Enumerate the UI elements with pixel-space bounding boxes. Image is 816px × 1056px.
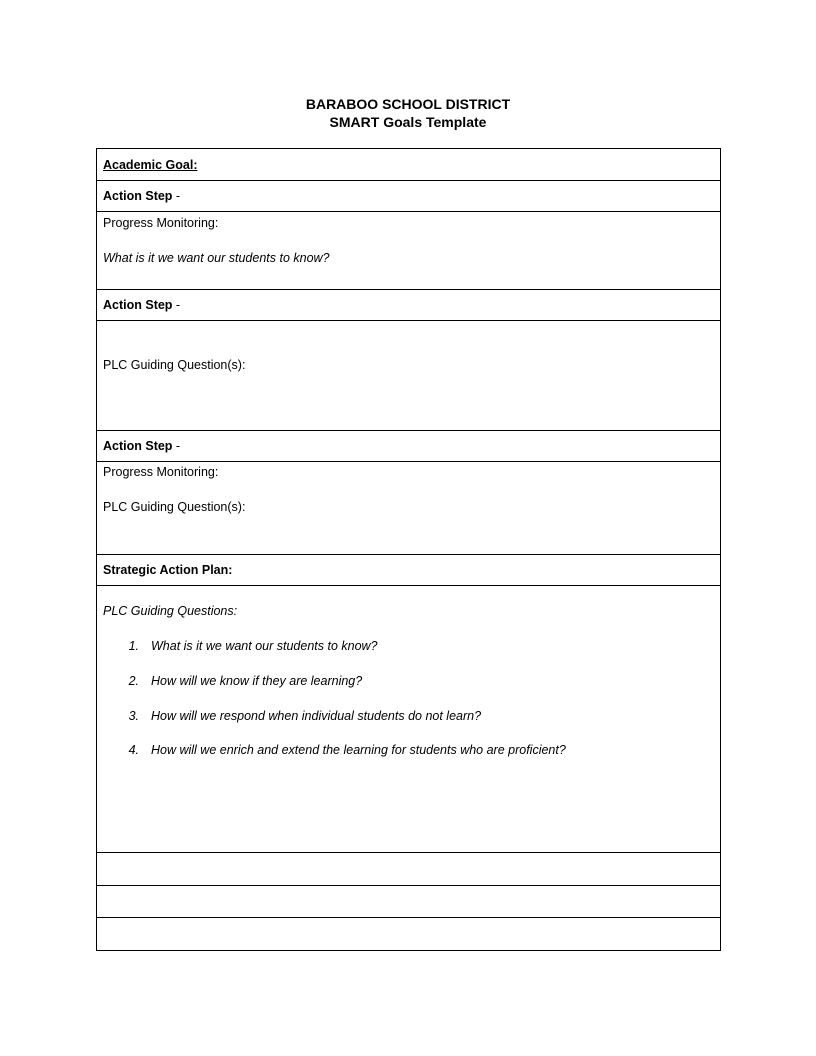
plc-question-number: 1. (128, 639, 139, 653)
action-step-3-body (97, 462, 720, 555)
plc-questions-heading: PLC Guiding Questions: (103, 604, 238, 618)
empty-row-2 (97, 886, 720, 918)
plc-question-number: 3. (128, 709, 139, 723)
strategic-plan-body (97, 586, 720, 853)
plc-question-text: How will we know if they are learning? (151, 674, 363, 688)
action-step-2-label: Action Step (103, 298, 173, 312)
document-subtitle: SMART Goals Template (329, 114, 487, 130)
step3-plc-guiding: PLC Guiding Question(s): (103, 500, 246, 514)
action-step-1-dash: - (172, 189, 181, 203)
step1-question: What is it we want our students to know? (103, 251, 330, 265)
plc-question-text: What is it we want our students to know? (151, 639, 378, 653)
action-step-1-label: Action Step (103, 189, 173, 203)
action-step-2-dash: - (172, 298, 181, 312)
step1-progress-monitoring: Progress Monitoring: (103, 216, 219, 230)
action-step-1-body (97, 212, 720, 290)
step2-plc-guiding: PLC Guiding Question(s): (103, 358, 246, 372)
plc-question-number: 4. (128, 743, 139, 757)
academic-goal-label: Academic Goal: (103, 157, 198, 172)
step3-progress-monitoring: Progress Monitoring: (103, 465, 219, 479)
action-step-2-body (97, 321, 720, 431)
action-step-1-row (97, 181, 720, 212)
action-step-3-label: Action Step (103, 439, 173, 453)
smart-goals-table (96, 148, 721, 951)
strategic-plan-label: Strategic Action Plan: (103, 563, 233, 577)
action-step-2-row (97, 290, 720, 321)
strategic-plan-row (97, 555, 720, 586)
document-header (0, 95, 816, 131)
empty-row-1 (97, 853, 720, 886)
plc-question-number: 2. (128, 674, 139, 688)
plc-question-text: How will we respond when individual students do not learn? (151, 709, 482, 723)
action-step-3-row (97, 431, 720, 462)
action-step-3-dash: - (172, 439, 181, 453)
document-title: BARABOO SCHOOL DISTRICT (305, 96, 511, 112)
plc-question-text: How will we enrich and extend the learning for students who are proficient? (151, 743, 566, 757)
empty-row-3 (97, 918, 720, 950)
academic-goal-row (97, 149, 720, 181)
